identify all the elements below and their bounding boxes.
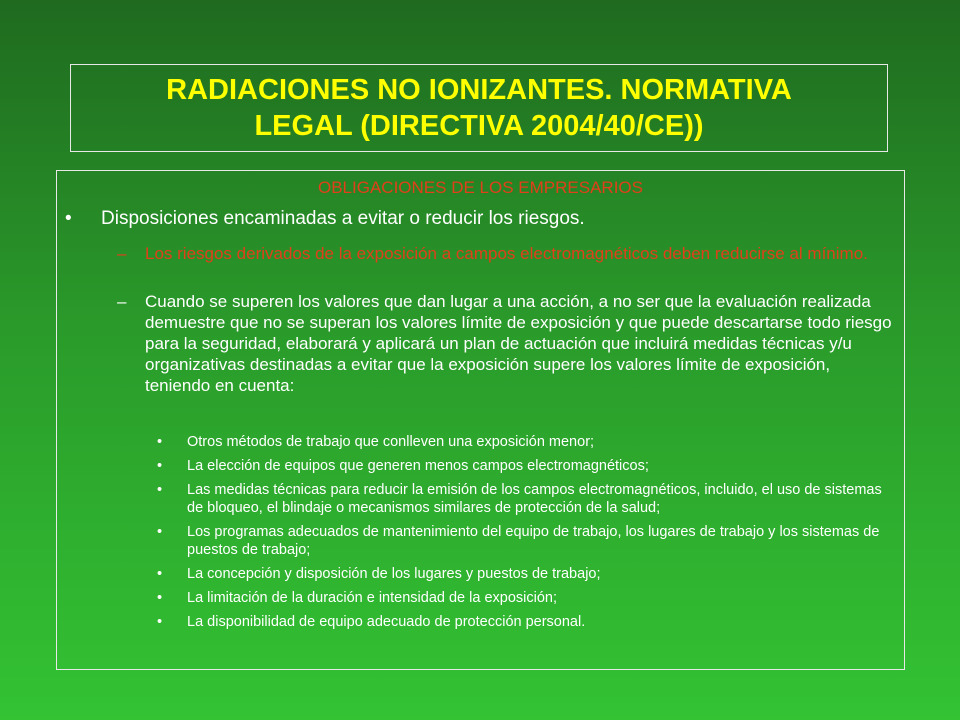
slide-title-line-2: LEGAL (DIRECTIVA 2004/40/CE)): [254, 110, 704, 142]
bullet-marker: •: [65, 208, 72, 229]
list-item-text: La disponibilidad de equipo adecuado de protección personal.: [187, 614, 586, 630]
dash-item-text: Cuando se superen los valores que dan lugar a una acción, a no ser que la evaluación realizada demuestre que no se superan los valores límite de exposición y que puede descartarse todo riesgo para la seguridad, elaborará y aplicará un plan de actuación que incluirá medidas técnicas y/u organizativas destinadas a evitar que la exposición supere los valores límite de exposición, teniendo en cuenta:: [145, 292, 892, 395]
list-item-text: La limitación de la duración e intensidad de la exposición;: [187, 590, 557, 606]
bullet-marker: •: [157, 458, 163, 474]
dash-marker: –: [117, 244, 127, 263]
bullet-marker: •: [157, 614, 163, 630]
dash-item-1: [117, 243, 897, 264]
list-item: [157, 565, 897, 583]
bullet-marker: •: [157, 590, 163, 606]
main-bullet: [65, 207, 585, 231]
measures-list: [157, 433, 897, 637]
dash-marker: –: [117, 292, 127, 311]
bullet-marker: •: [157, 434, 163, 450]
list-item-text: La elección de equipos que generen menos campos electromagnéticos;: [187, 458, 649, 474]
bullet-marker: •: [157, 566, 163, 582]
list-item-text: La concepción y disposición de los lugares y puestos de trabajo;: [187, 566, 601, 582]
slide-title-line-1: RADIACIONES NO IONIZANTES. NORMATIVA: [166, 74, 792, 106]
main-bullet-text: Disposiciones encaminadas a evitar o reducir los riesgos.: [101, 208, 585, 229]
slide-content-box: [56, 170, 905, 670]
list-item-text: Las medidas técnicas para reducir la emisión de los campos electromagnéticos, incluido, el uso de sistemas de bloqueo, el blindaje o mecanismos similares de protección de la salud;: [187, 482, 882, 516]
bullet-marker: •: [157, 524, 163, 540]
slide-title-box: [70, 64, 888, 152]
list-item: [157, 523, 897, 559]
list-item: [157, 433, 897, 451]
list-item: [157, 589, 897, 607]
list-item-text: Otros métodos de trabajo que conlleven una exposición menor;: [187, 434, 595, 450]
list-item: [157, 481, 897, 517]
dash-item-2: [117, 291, 897, 396]
list-item: [157, 457, 897, 475]
list-item: [157, 613, 897, 631]
section-heading: OBLIGACIONES DE LOS EMPRESARIOS: [318, 178, 643, 197]
bullet-marker: •: [157, 482, 163, 498]
list-item-text: Los programas adecuados de mantenimiento del equipo de trabajo, los lugares de trabajo y los sistemas de puestos de trabajo;: [187, 524, 880, 558]
dash-item-text: Los riesgos derivados de la exposición a campos electromagnéticos deben reducirse al mínimo.: [145, 244, 868, 263]
